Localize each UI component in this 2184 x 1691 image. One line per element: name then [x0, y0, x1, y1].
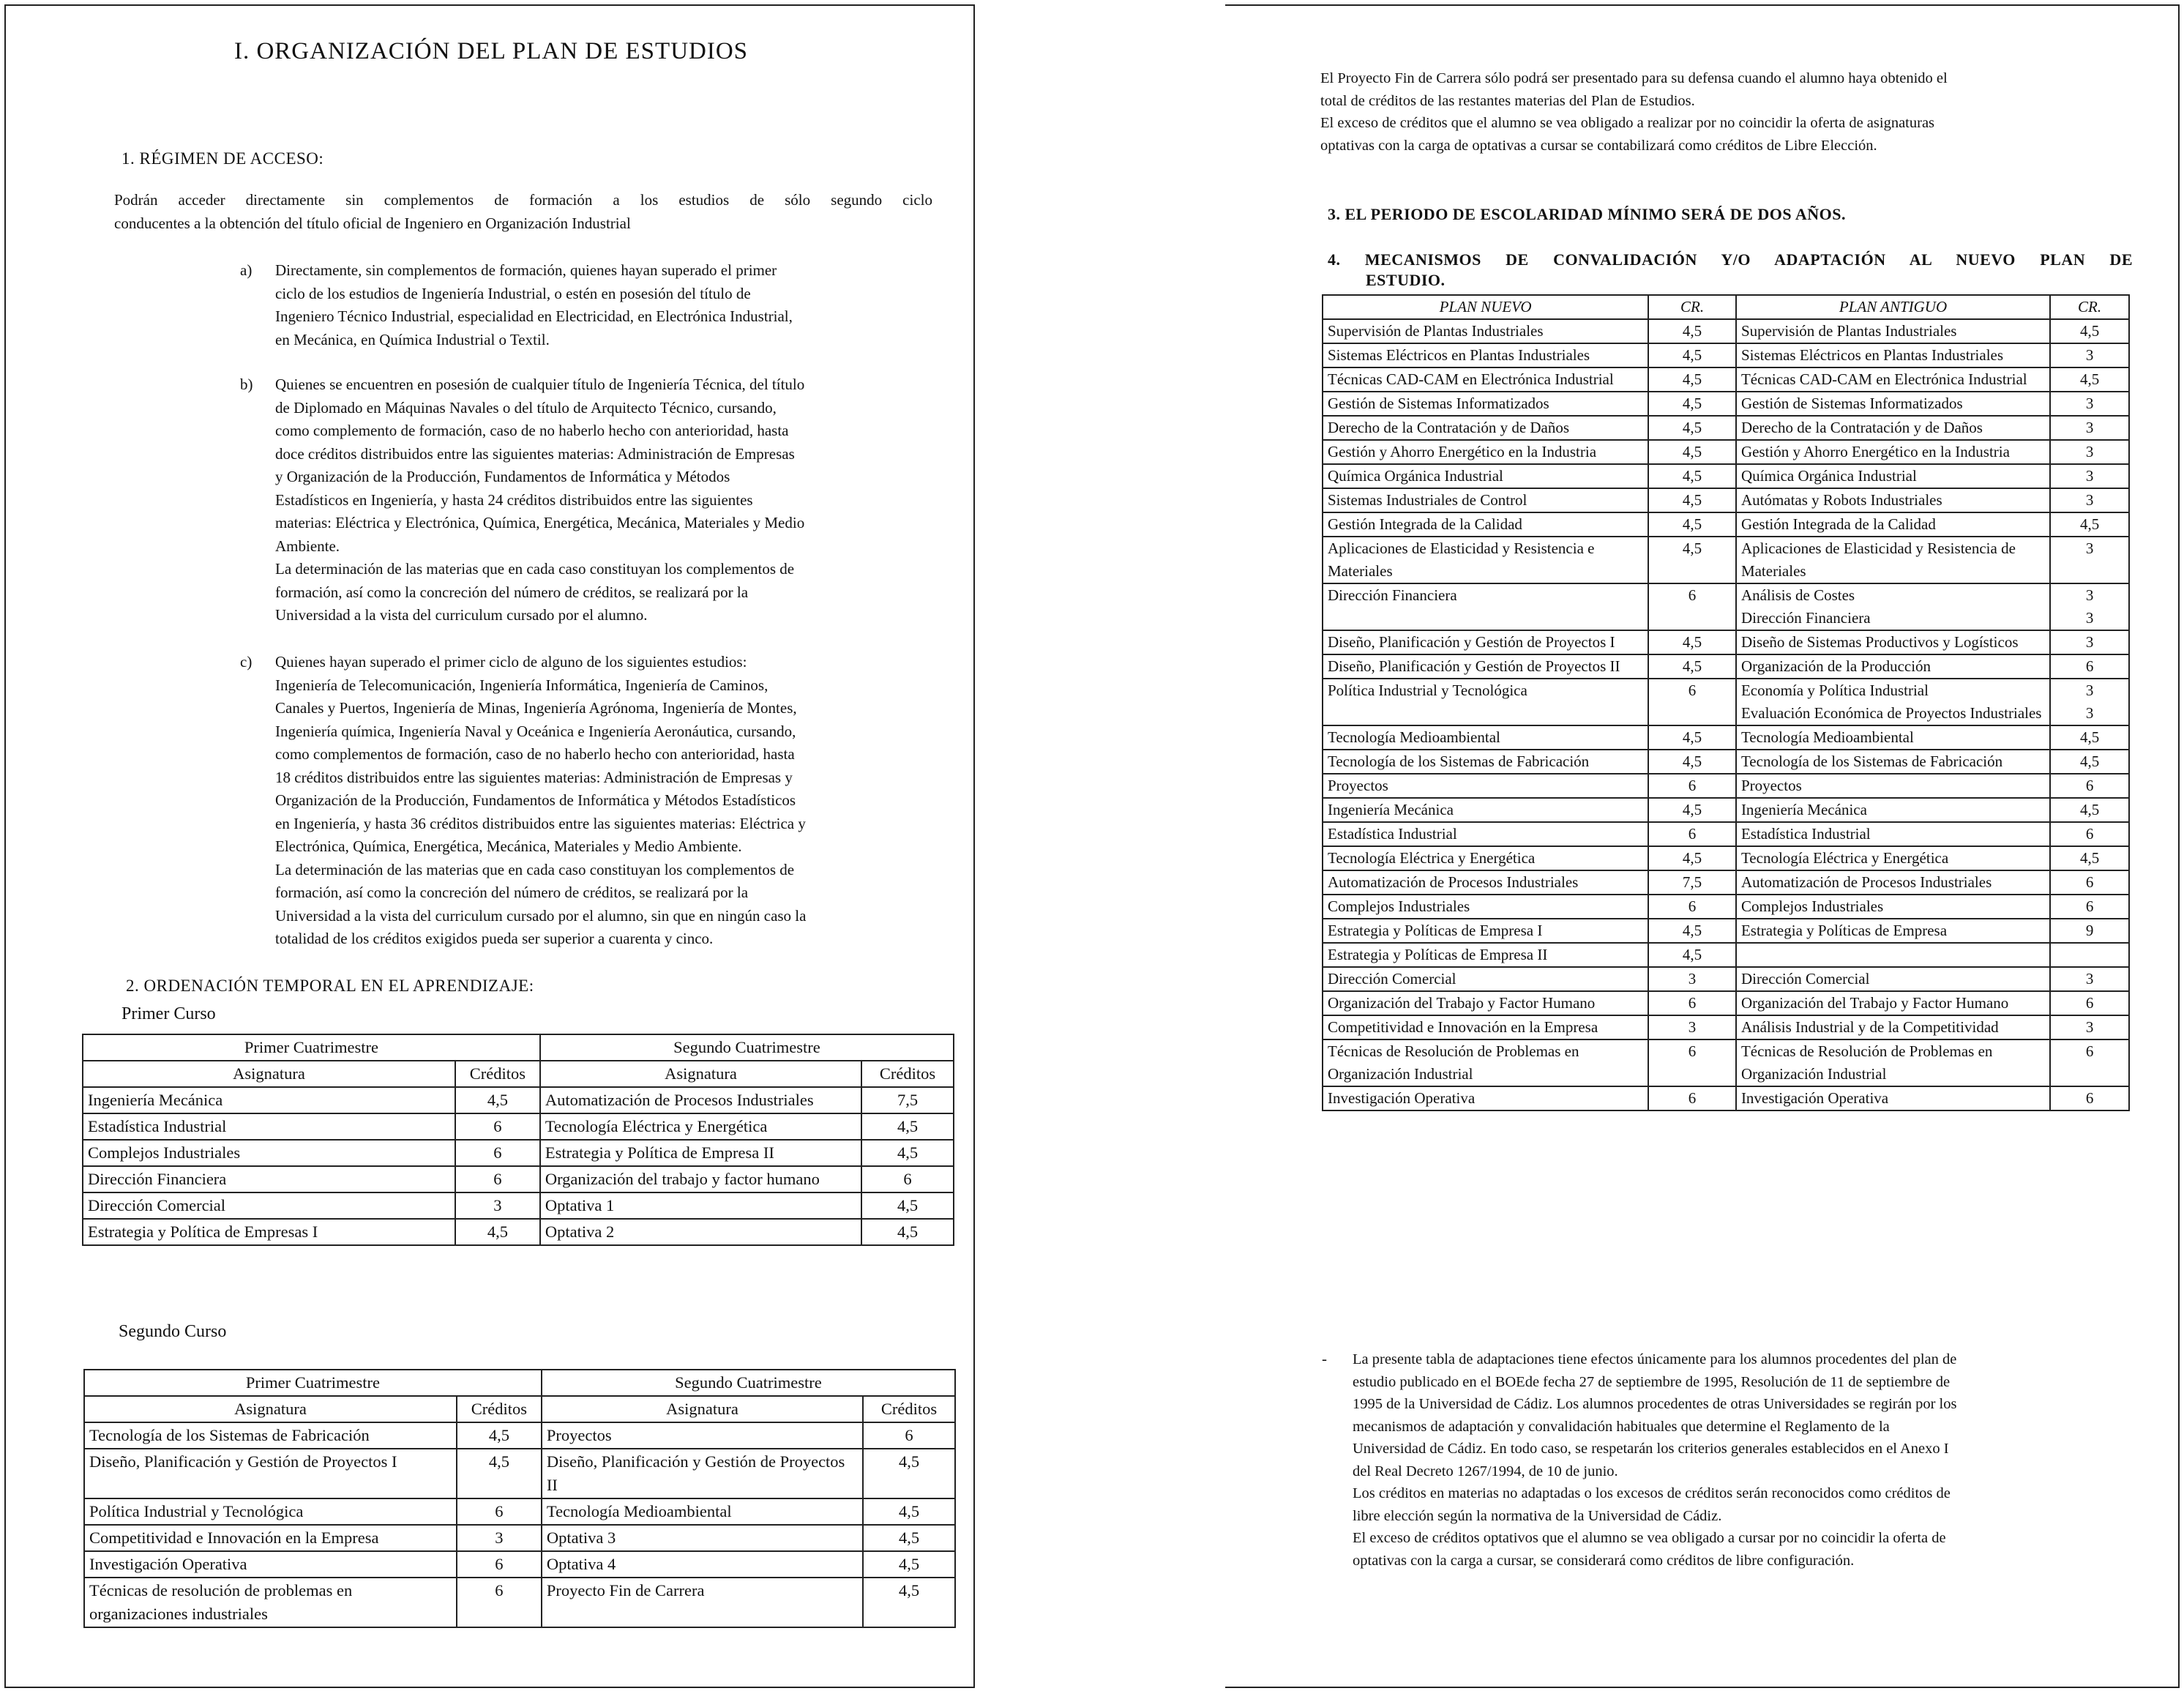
credits-cell: 6	[863, 1422, 955, 1449]
header-plan-nuevo: PLAN NUEVO	[1323, 295, 1648, 319]
subject-cell: Automatización de Procesos Industriales	[1323, 870, 1648, 895]
text-line: Organización de la Producción, Fundamentos de Informática y Métodos Estadísticos	[275, 791, 796, 809]
credits-cell: 4,5	[1648, 943, 1736, 967]
credits-cell: 4,5	[1648, 464, 1736, 488]
text-line: mecanismos de adaptación y convalidación habituales que determine el Reglamento de la	[1353, 1418, 1890, 1435]
subject-cell: Sistemas Industriales de Control	[1323, 488, 1648, 512]
credits-cell: 6	[1648, 822, 1736, 846]
credits-cell: 4,5	[861, 1219, 954, 1245]
table-row	[84, 1449, 955, 1498]
subject-cell: Aplicaciones de Elasticidad y Resistencia e Materiales	[1323, 537, 1648, 583]
credits-cell: 4,5	[1648, 512, 1736, 537]
subject-cell: Investigación Operativa	[84, 1551, 457, 1578]
credits-cell: 3 3	[2050, 679, 2129, 725]
subject-cell: Estrategia y Políticas de Empresa	[1736, 919, 2050, 943]
credits-cell: 4,5	[1648, 798, 1736, 822]
subject-cell: Tecnología de los Sistemas de Fabricación	[84, 1422, 457, 1449]
subject-cell: Investigación Operativa	[1323, 1086, 1648, 1110]
table-row	[1323, 1039, 2129, 1086]
header-segundo-cuatrimestre: Segundo Cuatrimestre	[542, 1370, 955, 1396]
credits-cell: 6	[457, 1578, 542, 1627]
subject-cell: Optativa 4	[542, 1551, 863, 1578]
credits-cell: 3	[455, 1192, 540, 1219]
credits-cell: 7,5	[861, 1087, 954, 1113]
subject-cell: Tecnología Eléctrica y Energética	[1736, 846, 2050, 870]
header-creditos: Créditos	[861, 1061, 954, 1087]
table-row	[1323, 846, 2129, 870]
header-asignatura: Asignatura	[540, 1061, 861, 1087]
subject-cell: Sistemas Eléctricos en Plantas Industriales	[1736, 343, 2050, 367]
subject-cell: Organización del trabajo y factor humano	[540, 1166, 861, 1192]
header-cr: CR.	[1648, 295, 1736, 319]
primer-curso-table	[82, 1034, 954, 1246]
subject-cell: Ingeniería Mecánica	[1736, 798, 2050, 822]
text-line: Electrónica, Química, Energética, Mecánica, Materiales y Medio Ambiente.	[275, 837, 742, 855]
credits-cell: 4,5	[2050, 319, 2129, 343]
table-row	[84, 1498, 955, 1525]
text-line: Ingeniero Técnico Industrial, especialidad en Electricidad, en Electrónica Industrial,	[275, 307, 793, 325]
table-row	[1323, 464, 2129, 488]
credits-cell: 6	[1648, 774, 1736, 798]
subject-cell: Dirección Comercial	[83, 1192, 455, 1219]
item-c-label: c)	[240, 653, 253, 671]
table-row	[83, 1113, 954, 1140]
credits-cell: 4,5	[1648, 750, 1736, 774]
subject-cell: Competitividad e Innovación en la Empresa	[1323, 1015, 1648, 1039]
credits-cell: 4,5	[863, 1525, 955, 1551]
credits-cell: 3	[2050, 1015, 2129, 1039]
text-line: Quienes hayan superado el primer ciclo de alguno de los siguientes estudios:	[275, 653, 747, 671]
credits-cell: 3	[2050, 464, 2129, 488]
subject-cell: Técnicas de Resolución de Problemas en Organización Industrial	[1736, 1039, 2050, 1086]
subject-cell: Gestión Integrada de la Calidad	[1736, 512, 2050, 537]
text-line: 18 créditos distribuidos entre las siguientes materias: Administración de Empresas y	[275, 768, 793, 786]
credits-cell: 4,5	[1648, 630, 1736, 654]
text-line: Universidad a la vista del curriculum cursado por el alumno.	[275, 606, 648, 624]
credits-cell: 4,5	[2050, 846, 2129, 870]
header-asignatura: Asignatura	[84, 1396, 457, 1422]
text-line: 1995 de la Universidad de Cádiz. Los alumnos procedentes de otras Universidades se regirán por los	[1353, 1396, 1957, 1412]
credits-cell: 4,5	[1648, 725, 1736, 750]
table-row	[1323, 537, 2129, 583]
subject-cell: Complejos Industriales	[1323, 895, 1648, 919]
subject-cell: Estrategia y Políticas de Empresa II	[1323, 943, 1648, 967]
credits-cell: 4,5	[457, 1449, 542, 1498]
subject-cell: Estrategia y Políticas de Empresa I	[1323, 919, 1648, 943]
section-4-title: 4. MECANISMOS DE CONVALIDACIÓN Y/O ADAPTACIÓN AL NUEVO PLAN DE	[1328, 250, 2133, 269]
table-row	[1323, 367, 2129, 392]
subject-cell: Economía y Política Industrial Evaluación Económica de Proyectos Industriales	[1736, 679, 2050, 725]
credits-cell: 4,5	[455, 1087, 540, 1113]
subject-cell: Técnicas de Resolución de Problemas en Organización Industrial	[1323, 1039, 1648, 1086]
table-row	[1323, 1015, 2129, 1039]
item-a-text	[275, 259, 934, 351]
credits-cell: 4,5	[2050, 798, 2129, 822]
subject-cell: Derecho de la Contratación y de Daños	[1736, 416, 2050, 440]
credits-cell: 4,5	[1648, 537, 1736, 583]
table-row	[1323, 488, 2129, 512]
table-row	[1323, 991, 2129, 1015]
credits-cell: 6	[455, 1140, 540, 1166]
subject-cell: Complejos Industriales	[83, 1140, 455, 1166]
credits-cell: 3 3	[2050, 583, 2129, 630]
credits-cell: 4,5	[1648, 319, 1736, 343]
text-line: La determinación de las materias que en cada caso constituyan los complementos de	[275, 860, 795, 878]
subject-cell: Técnicas CAD-CAM en Electrónica Industrial	[1323, 367, 1648, 392]
table-row	[1323, 919, 2129, 943]
subject-cell: Gestión de Sistemas Informatizados	[1323, 392, 1648, 416]
header-plan-antiguo: PLAN ANTIGUO	[1736, 295, 2050, 319]
intro-line-1: Podrán acceder directamente sin complementos de formación a los estudios de sólo segundo ciclo	[114, 191, 932, 209]
credits-cell: 6	[1648, 583, 1736, 630]
table-row	[83, 1087, 954, 1113]
text-line: Los créditos en materias no adaptadas o los excesos de créditos serán reconocidos como créditos de	[1353, 1485, 1951, 1501]
subject-cell: Proyectos	[1323, 774, 1648, 798]
credits-cell: 4,5	[1648, 846, 1736, 870]
table-row	[1323, 774, 2129, 798]
text-line: formación, así como la concreción del número de créditos, se realizará por la	[275, 884, 749, 901]
table-row	[1323, 943, 2129, 967]
section-4-title-cont: ESTUDIO.	[1366, 271, 1446, 289]
credits-cell: 3	[2050, 343, 2129, 367]
subject-cell: Gestión Integrada de la Calidad	[1323, 512, 1648, 537]
credits-cell: 3	[2050, 416, 2129, 440]
table-row	[83, 1166, 954, 1192]
credits-cell: 4,5	[1648, 488, 1736, 512]
subject-cell: Organización del Trabajo y Factor Humano	[1736, 991, 2050, 1015]
table-row	[1323, 512, 2129, 537]
text-line: El Proyecto Fin de Carrera sólo podrá ser presentado para su defensa cuando el alumno haya obtenido el	[1320, 70, 1948, 86]
credits-cell: 4,5	[1648, 367, 1736, 392]
table-row	[1323, 725, 2129, 750]
subject-cell: Tecnología Eléctrica y Energética	[1323, 846, 1648, 870]
table-row	[83, 1140, 954, 1166]
credits-cell: 6	[1648, 991, 1736, 1015]
subject-cell: Ingeniería Mecánica	[1323, 798, 1648, 822]
text-line: El exceso de créditos que el alumno se vea obligado a realizar por no coincidir la oferta de asignaturas	[1320, 115, 1935, 131]
credits-cell: 4,5	[2050, 367, 2129, 392]
subject-cell: Complejos Industriales	[1736, 895, 2050, 919]
credits-cell: 4,5	[861, 1192, 954, 1219]
header-segundo-cuatrimestre: Segundo Cuatrimestre	[540, 1034, 954, 1061]
table-row	[1323, 870, 2129, 895]
subject-cell: Química Orgánica Industrial	[1323, 464, 1648, 488]
table-row	[83, 1192, 954, 1219]
segundo-curso-table	[83, 1369, 956, 1628]
text-line: totalidad de los créditos exigidos pueda ser superior a cuarenta y cinco.	[275, 930, 714, 947]
credits-cell: 3	[457, 1525, 542, 1551]
subject-cell: Ingeniería Mecánica	[83, 1087, 455, 1113]
subject-cell: Política Industrial y Tecnológica	[1323, 679, 1648, 725]
subject-cell: Tecnología Medioambiental	[1736, 725, 2050, 750]
subject-cell: Diseño de Sistemas Productivos y Logísticos	[1736, 630, 2050, 654]
text-line: Quienes se encuentren en posesión de cualquier título de Ingeniería Técnica, del título	[275, 376, 805, 393]
subject-cell	[1736, 943, 2050, 967]
subject-cell: Dirección Financiera	[1323, 583, 1648, 630]
adaptation-table	[1322, 294, 2130, 1111]
header-creditos: Créditos	[863, 1396, 955, 1422]
credits-cell: 4,5	[1648, 440, 1736, 464]
text-line: en Ingeniería, y hasta 36 créditos distribuidos entre las siguientes materias: Eléctrica y	[275, 814, 806, 832]
subject-cell: Organización del Trabajo y Factor Humano	[1323, 991, 1648, 1015]
table-row	[1323, 654, 2129, 679]
subject-cell: Tecnología de los Sistemas de Fabricación	[1736, 750, 2050, 774]
credits-cell: 6	[455, 1166, 540, 1192]
credits-cell: 4,5	[1648, 654, 1736, 679]
text-line: Directamente, sin complementos de formación, quienes hayan superado el primer	[275, 261, 777, 279]
subject-cell: Aplicaciones de Elasticidad y Resistencia de Materiales	[1736, 537, 2050, 583]
subject-cell: Proyectos	[542, 1422, 863, 1449]
subject-cell: Química Orgánica Industrial	[1736, 464, 2050, 488]
text-line: como complementos de formación, caso de no haberlo hecho con anterioridad, hasta	[275, 745, 795, 763]
section-1-intro	[114, 189, 932, 235]
credits-cell: 6	[2050, 870, 2129, 895]
subject-cell: Análisis Industrial y de la Competitividad	[1736, 1015, 2050, 1039]
subject-cell: Tecnología de los Sistemas de Fabricación	[1323, 750, 1648, 774]
table-row	[1323, 798, 2129, 822]
credits-cell: 6	[455, 1113, 540, 1140]
subject-cell: Proyectos	[1736, 774, 2050, 798]
subject-cell: Dirección Comercial	[1736, 967, 2050, 991]
text-line: como complemento de formación, caso de no haberlo hecho con anterioridad, hasta	[275, 422, 789, 439]
text-line: estudio publicado en el BOEde fecha 27 de septiembre de 1995, Resolución de 11 de septiembre de	[1353, 1373, 1951, 1390]
item-c-text	[275, 651, 934, 951]
text-line: de Diplomado en Máquinas Navales o del título de Arquitecto Técnico, cursando,	[275, 398, 777, 417]
text-line: La presente tabla de adaptaciones tiene efectos únicamente para los alumnos procedentes del plan de	[1353, 1351, 1957, 1367]
subject-cell: Estadística Industrial	[83, 1113, 455, 1140]
right-page	[1225, 4, 2180, 1688]
credits-cell: 3	[2050, 537, 2129, 583]
table-row	[83, 1219, 954, 1245]
credits-cell: 6	[1648, 1039, 1736, 1086]
credits-cell: 6	[457, 1498, 542, 1525]
text-line: en Mecánica, en Química Industrial o Textil.	[275, 330, 550, 348]
text-line: Universidad de Cádiz. En todo caso, se respetarán los criterios generales establecidos en el Anexo I	[1353, 1441, 1949, 1457]
subject-cell: Estrategia y Política de Empresas I	[83, 1219, 455, 1245]
subject-cell: Organización de la Producción	[1736, 654, 2050, 679]
credits-cell: 4,5	[1648, 343, 1736, 367]
text-line: optativas con la carga de optativas a cursar se contabilizará como créditos de Libre Elección.	[1320, 137, 1877, 154]
item-b-label: b)	[240, 376, 253, 393]
credits-cell: 4,5	[863, 1449, 955, 1498]
subject-cell: Técnicas de resolución de problemas en organizaciones industriales	[84, 1578, 457, 1627]
subject-cell: Diseño, Planificación y Gestión de Proyectos I	[1323, 630, 1648, 654]
subject-cell: Gestión y Ahorro Energético en la Industria	[1736, 440, 2050, 464]
item-a-label: a)	[240, 261, 253, 279]
subject-cell: Dirección Comercial	[1323, 967, 1648, 991]
subject-cell: Automatización de Procesos Industriales	[540, 1087, 861, 1113]
text-line: Canales y Puertos, Ingeniería de Minas, Ingeniería Agrónoma, Ingeniería de Montes,	[275, 699, 797, 717]
header-creditos: Créditos	[455, 1061, 540, 1087]
subject-cell: Optativa 2	[540, 1219, 861, 1245]
text-line: Universidad a la vista del curriculum cursado por el alumno, sin que en ningún caso la	[275, 906, 807, 925]
header-cr: CR.	[2050, 295, 2129, 319]
credits-cell: 4,5	[863, 1551, 955, 1578]
text-line: doce créditos distribuidos entre las siguientes materias: Administración de Empresas	[275, 444, 795, 463]
primer-curso-heading: Primer Curso	[121, 1004, 216, 1023]
text-line: optativas con la carga a cursar, se considerará como créditos de libre configuración.	[1353, 1552, 1855, 1569]
notes-paragraph	[1353, 1348, 2124, 1572]
header-asignatura: Asignatura	[542, 1396, 863, 1422]
credits-cell: 9	[2050, 919, 2129, 943]
subject-cell: Supervisión de Plantas Industriales	[1323, 319, 1648, 343]
credits-cell: 4,5	[2050, 512, 2129, 537]
text-line: ciclo de los estudios de Ingeniería Industrial, o estén en posesión del título de	[275, 284, 751, 302]
header-primer-cuatrimestre: Primer Cuatrimestre	[84, 1370, 542, 1396]
credits-cell: 6	[1648, 895, 1736, 919]
section-2-title: 2. ORDENACIÓN TEMPORAL EN EL APRENDIZAJE:	[126, 977, 534, 995]
credits-cell: 4,5	[1648, 392, 1736, 416]
text-line: del Real Decreto 1267/1994, de 10 de junio.	[1353, 1463, 1618, 1479]
subject-cell: Dirección Financiera	[83, 1166, 455, 1192]
credits-cell: 6	[2050, 1086, 2129, 1110]
page-title: I. ORGANIZACIÓN DEL PLAN DE ESTUDIOS	[233, 38, 749, 64]
credits-cell: 4,5	[457, 1422, 542, 1449]
intro-line-2: conducentes a la obtención del título oficial de Ingeniero en Organización Industrial	[114, 214, 631, 232]
credits-cell: 6	[861, 1166, 954, 1192]
intro-paragraph	[1320, 67, 2118, 157]
credits-cell: 4,5	[861, 1140, 954, 1166]
table-row	[1323, 630, 2129, 654]
credits-cell: 4,5	[2050, 750, 2129, 774]
text-line: La determinación de las materias que en cada caso constituyan los complementos de	[275, 560, 795, 578]
header-primer-cuatrimestre: Primer Cuatrimestre	[83, 1034, 540, 1061]
text-line: Ingeniería de Telecomunicación, Ingeniería Informática, Ingeniería de Caminos,	[275, 676, 768, 694]
table-row	[1323, 440, 2129, 464]
table-row	[1323, 583, 2129, 630]
subject-cell: Tecnología Eléctrica y Energética	[540, 1113, 861, 1140]
text-line: materias: Eléctrica y Electrónica, Química, Energética, Mecánica, Materiales y Medio	[275, 514, 805, 531]
header-creditos: Créditos	[457, 1396, 542, 1422]
subject-cell: Análisis de Costes Dirección Financiera	[1736, 583, 2050, 630]
notes-bullet: -	[1322, 1350, 1327, 1367]
text-line: formación, así como la concreción del número de créditos, se realizará por la	[275, 583, 749, 601]
subject-cell: Competitividad e Innovación en la Empresa	[84, 1525, 457, 1551]
subject-cell: Optativa 1	[540, 1192, 861, 1219]
text-line: Estadísticos en Ingeniería, y hasta 24 créditos distribuidos entre las siguientes	[275, 490, 753, 509]
credits-cell: 4,5	[2050, 725, 2129, 750]
table-row	[1323, 416, 2129, 440]
credits-cell: 6	[2050, 774, 2129, 798]
table-row	[84, 1551, 955, 1578]
credits-cell: 6	[1648, 679, 1736, 725]
header-asignatura: Asignatura	[83, 1061, 455, 1087]
credits-cell: 4,5	[1648, 416, 1736, 440]
credits-cell: 4,5	[455, 1219, 540, 1245]
text-line: Ambiente.	[275, 537, 340, 555]
subject-cell: Política Industrial y Tecnológica	[84, 1498, 457, 1525]
subject-cell: Estrategia y Política de Empresa II	[540, 1140, 861, 1166]
credits-cell: 4,5	[861, 1113, 954, 1140]
credits-cell: 4,5	[863, 1578, 955, 1627]
subject-cell: Automatización de Procesos Industriales	[1736, 870, 2050, 895]
credits-cell: 6	[2050, 991, 2129, 1015]
table-row	[1323, 1086, 2129, 1110]
credits-cell: 3	[2050, 440, 2129, 464]
segundo-curso-heading: Segundo Curso	[119, 1322, 227, 1341]
left-page	[4, 4, 975, 1688]
table-row	[1323, 967, 2129, 991]
credits-cell: 6	[2050, 822, 2129, 846]
section-3-title: 3. EL PERIODO DE ESCOLARIDAD MÍNIMO SERÁ DE DOS AÑOS.	[1328, 205, 1846, 223]
table-row	[1323, 319, 2129, 343]
table-row	[1323, 895, 2129, 919]
text-line: Ingeniería química, Ingeniería Naval y Oceánica e Ingeniería Aeronáutica, cursando,	[275, 722, 796, 740]
table-row	[1323, 822, 2129, 846]
credits-cell: 3	[2050, 967, 2129, 991]
credits-cell: 4,5	[863, 1498, 955, 1525]
subject-cell: Sistemas Eléctricos en Plantas Industriales	[1323, 343, 1648, 367]
subject-cell: Diseño, Planificación y Gestión de Proyectos II	[1323, 654, 1648, 679]
table-row	[1323, 392, 2129, 416]
subject-cell: Autómatas y Robots Industriales	[1736, 488, 2050, 512]
table-row	[1323, 679, 2129, 725]
subject-cell: Gestión y Ahorro Energético en la Industria	[1323, 440, 1648, 464]
text-line: y Organización de la Producción, Fundamentos de Informática y Métodos	[275, 468, 730, 485]
subject-cell: Estadística Industrial	[1323, 822, 1648, 846]
subject-cell: Optativa 3	[542, 1525, 863, 1551]
credits-cell: 3	[1648, 967, 1736, 991]
subject-cell: Tecnología Medioambiental	[542, 1498, 863, 1525]
table-row	[1323, 750, 2129, 774]
credits-cell: 3	[1648, 1015, 1736, 1039]
table-row	[84, 1422, 955, 1449]
credits-cell: 3	[2050, 630, 2129, 654]
credits-cell: 4,5	[1648, 919, 1736, 943]
text-line: total de créditos de las restantes materias del Plan de Estudios.	[1320, 92, 1695, 109]
section-1-title: 1. RÉGIMEN DE ACCESO:	[121, 149, 324, 168]
item-b-text	[275, 373, 934, 627]
credits-cell: 3	[2050, 392, 2129, 416]
credits-cell: 3	[2050, 488, 2129, 512]
subject-cell: Gestión de Sistemas Informatizados	[1736, 392, 2050, 416]
credits-cell: 6	[2050, 895, 2129, 919]
subject-cell: Diseño, Planificación y Gestión de Proyectos I	[84, 1449, 457, 1498]
subject-cell: Investigación Operativa	[1736, 1086, 2050, 1110]
subject-cell: Estadística Industrial	[1736, 822, 2050, 846]
credits-cell: 6	[2050, 1039, 2129, 1086]
credits-cell: 6	[1648, 1086, 1736, 1110]
subject-cell: Diseño, Planificación y Gestión de Proyectos II	[542, 1449, 863, 1498]
subject-cell: Proyecto Fin de Carrera	[542, 1578, 863, 1627]
subject-cell: Supervisión de Plantas Industriales	[1736, 319, 2050, 343]
subject-cell: Tecnología Medioambiental	[1323, 725, 1648, 750]
subject-cell: Técnicas CAD-CAM en Electrónica Industrial	[1736, 367, 2050, 392]
credits-cell	[2050, 943, 2129, 967]
text-line: libre elección según la normativa de la Universidad de Cádiz.	[1353, 1507, 1722, 1524]
text-line: El exceso de créditos optativos que el alumno se vea obligado a cursar por no coincidir la oferta de	[1353, 1530, 1946, 1546]
table-row	[84, 1578, 955, 1627]
credits-cell: 7,5	[1648, 870, 1736, 895]
credits-cell: 6	[2050, 654, 2129, 679]
table-row	[1323, 343, 2129, 367]
subject-cell: Derecho de la Contratación y de Daños	[1323, 416, 1648, 440]
table-row	[84, 1525, 955, 1551]
credits-cell: 6	[457, 1551, 542, 1578]
